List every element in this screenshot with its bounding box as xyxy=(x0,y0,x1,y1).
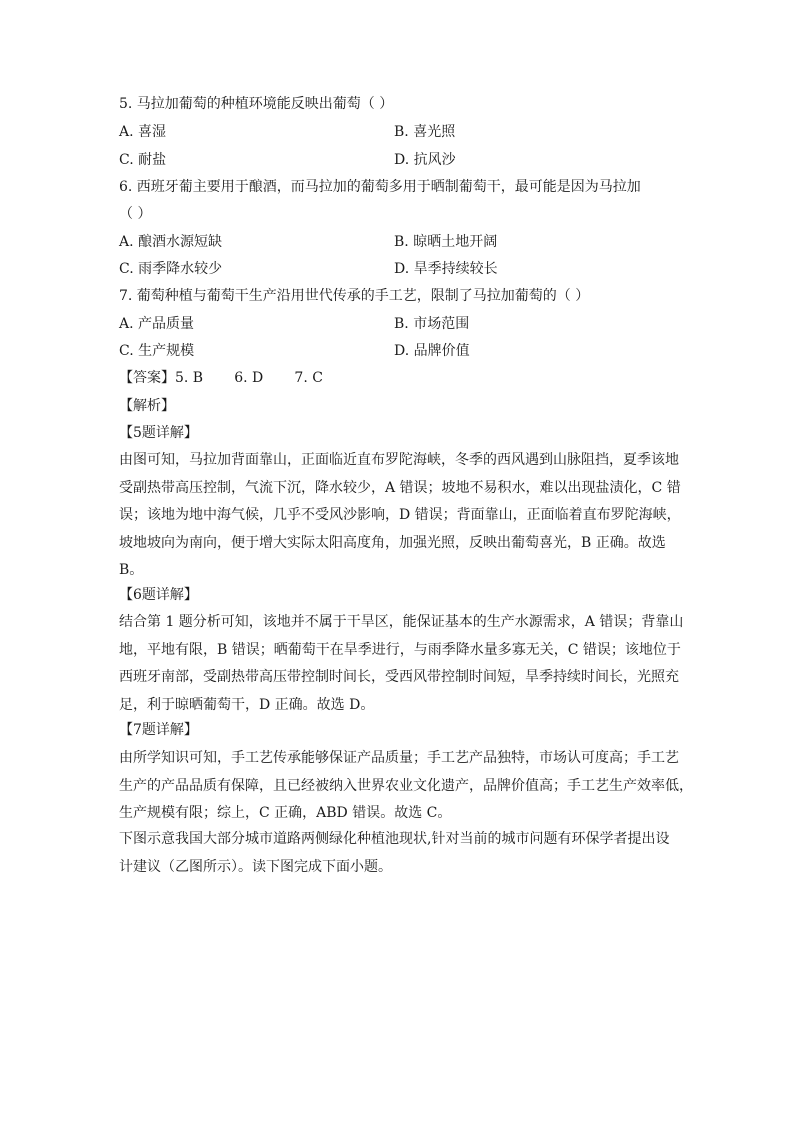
detail6-heading: 【6题详解】 xyxy=(119,587,198,603)
detail7-paragraph xyxy=(119,745,693,828)
q7-option-b: B. 市场范围 xyxy=(394,316,470,332)
q6-option-a: A. 酿酒水源短缺 xyxy=(119,234,223,250)
q6-option-c: C. 雨季降水较少 xyxy=(119,261,223,277)
next-intro-paragraph xyxy=(119,826,679,881)
q5-option-b: B. 喜光照 xyxy=(394,124,456,140)
answer-line: 【答案】5. B 6. D 7. C xyxy=(119,370,323,386)
detail6-line: 结合第 1 题分析可知，该地并不属于干旱区，能保证基本的生产水源需求，A 错误；背靠山 xyxy=(119,614,684,630)
detail6-line: 足，利于晾晒葡萄干，D 正确。故选 D。 xyxy=(119,696,375,713)
q5-option-c: C. 耐盐 xyxy=(119,152,167,168)
detail5-line: 误；该地为地中海气候，几乎不受风沙影响，D 错误；背面靠山，正面临着直布罗陀海峡， xyxy=(119,507,681,523)
q5-stem: 5. 马拉加葡萄的种植环境能反映出葡萄（ ） xyxy=(119,96,394,112)
q7-stem: 7. 葡萄种植与葡萄干生产沿用世代传承的手工艺，限制了马拉加葡萄的（ ） xyxy=(119,288,590,304)
detail7-heading: 【7题详解】 xyxy=(119,722,198,738)
detail7-line: 生产的产品品质有保障，且已经被纳入世界农业文化遗产，品牌价值高；手工艺生产效率低， xyxy=(119,777,693,794)
detail7-line: 由所学知识可知，手工艺传承能够保证产品质量；手工艺产品独特，市场认可度高；手工艺 xyxy=(119,750,679,766)
q7-option-c: C. 生产规模 xyxy=(119,343,195,359)
q6-stem-line1: 6. 西班牙葡主要用于酿酒，而马拉加的葡萄多用于晒制葡萄干，最可能是因为马拉加 xyxy=(119,179,641,195)
detail6-line: 地，平地有限，B 错误；晒葡萄干在旱季进行，与雨季降水量多寡无关，C 错误；该地位于 xyxy=(119,641,681,658)
q5-option-a: A. 喜湿 xyxy=(119,124,167,140)
analysis-heading: 【解析】 xyxy=(119,398,175,414)
q6-stem-line2: （ ） xyxy=(119,206,152,222)
next-intro-line: 计建议（乙图所示）。读下图完成下面小题。 xyxy=(119,858,392,875)
detail5-line: B。 xyxy=(119,562,144,578)
q7-option-d: D. 品牌价值 xyxy=(394,343,470,359)
detail7-line: 生产规模有限；综上，C 正确，ABD 错误。故选 C。 xyxy=(119,805,452,821)
detail5-line: 由图可知，马拉加背面靠山，正面临近直布罗陀海峡，冬季的西风遇到山脉阻挡，夏季该地 xyxy=(119,452,679,468)
q7-option-a: A. 产品质量 xyxy=(119,316,195,332)
detail5-paragraph xyxy=(119,447,679,585)
detail6-paragraph xyxy=(119,609,684,719)
detail5-line: 受副热带高压控制，气流下沉，降水较少，A 错误；坡地不易积水，难以出现盐渍化，C 错 xyxy=(119,479,681,496)
q5-option-d: D. 抗风沙 xyxy=(394,152,456,168)
q6-option-b: B. 晾晒土地开阔 xyxy=(394,234,498,250)
detail5-heading: 【5题详解】 xyxy=(119,425,198,441)
q6-option-d: D. 旱季持续较长 xyxy=(394,261,498,277)
detail5-line: 坡地坡向为南向，便于增大实际太阳高度角，加强光照，反映出葡萄喜光，B 正确。故选 xyxy=(119,534,666,551)
next-intro-line: 下图示意我国大部分城市道路两侧绿化种植池现状,针对当前的城市问题有环保学者提出设 xyxy=(119,831,670,847)
detail6-line: 西班牙南部，受副热带高压带控制时间长，受西风带控制时间短，旱季持续时间长，光照充 xyxy=(119,669,679,685)
